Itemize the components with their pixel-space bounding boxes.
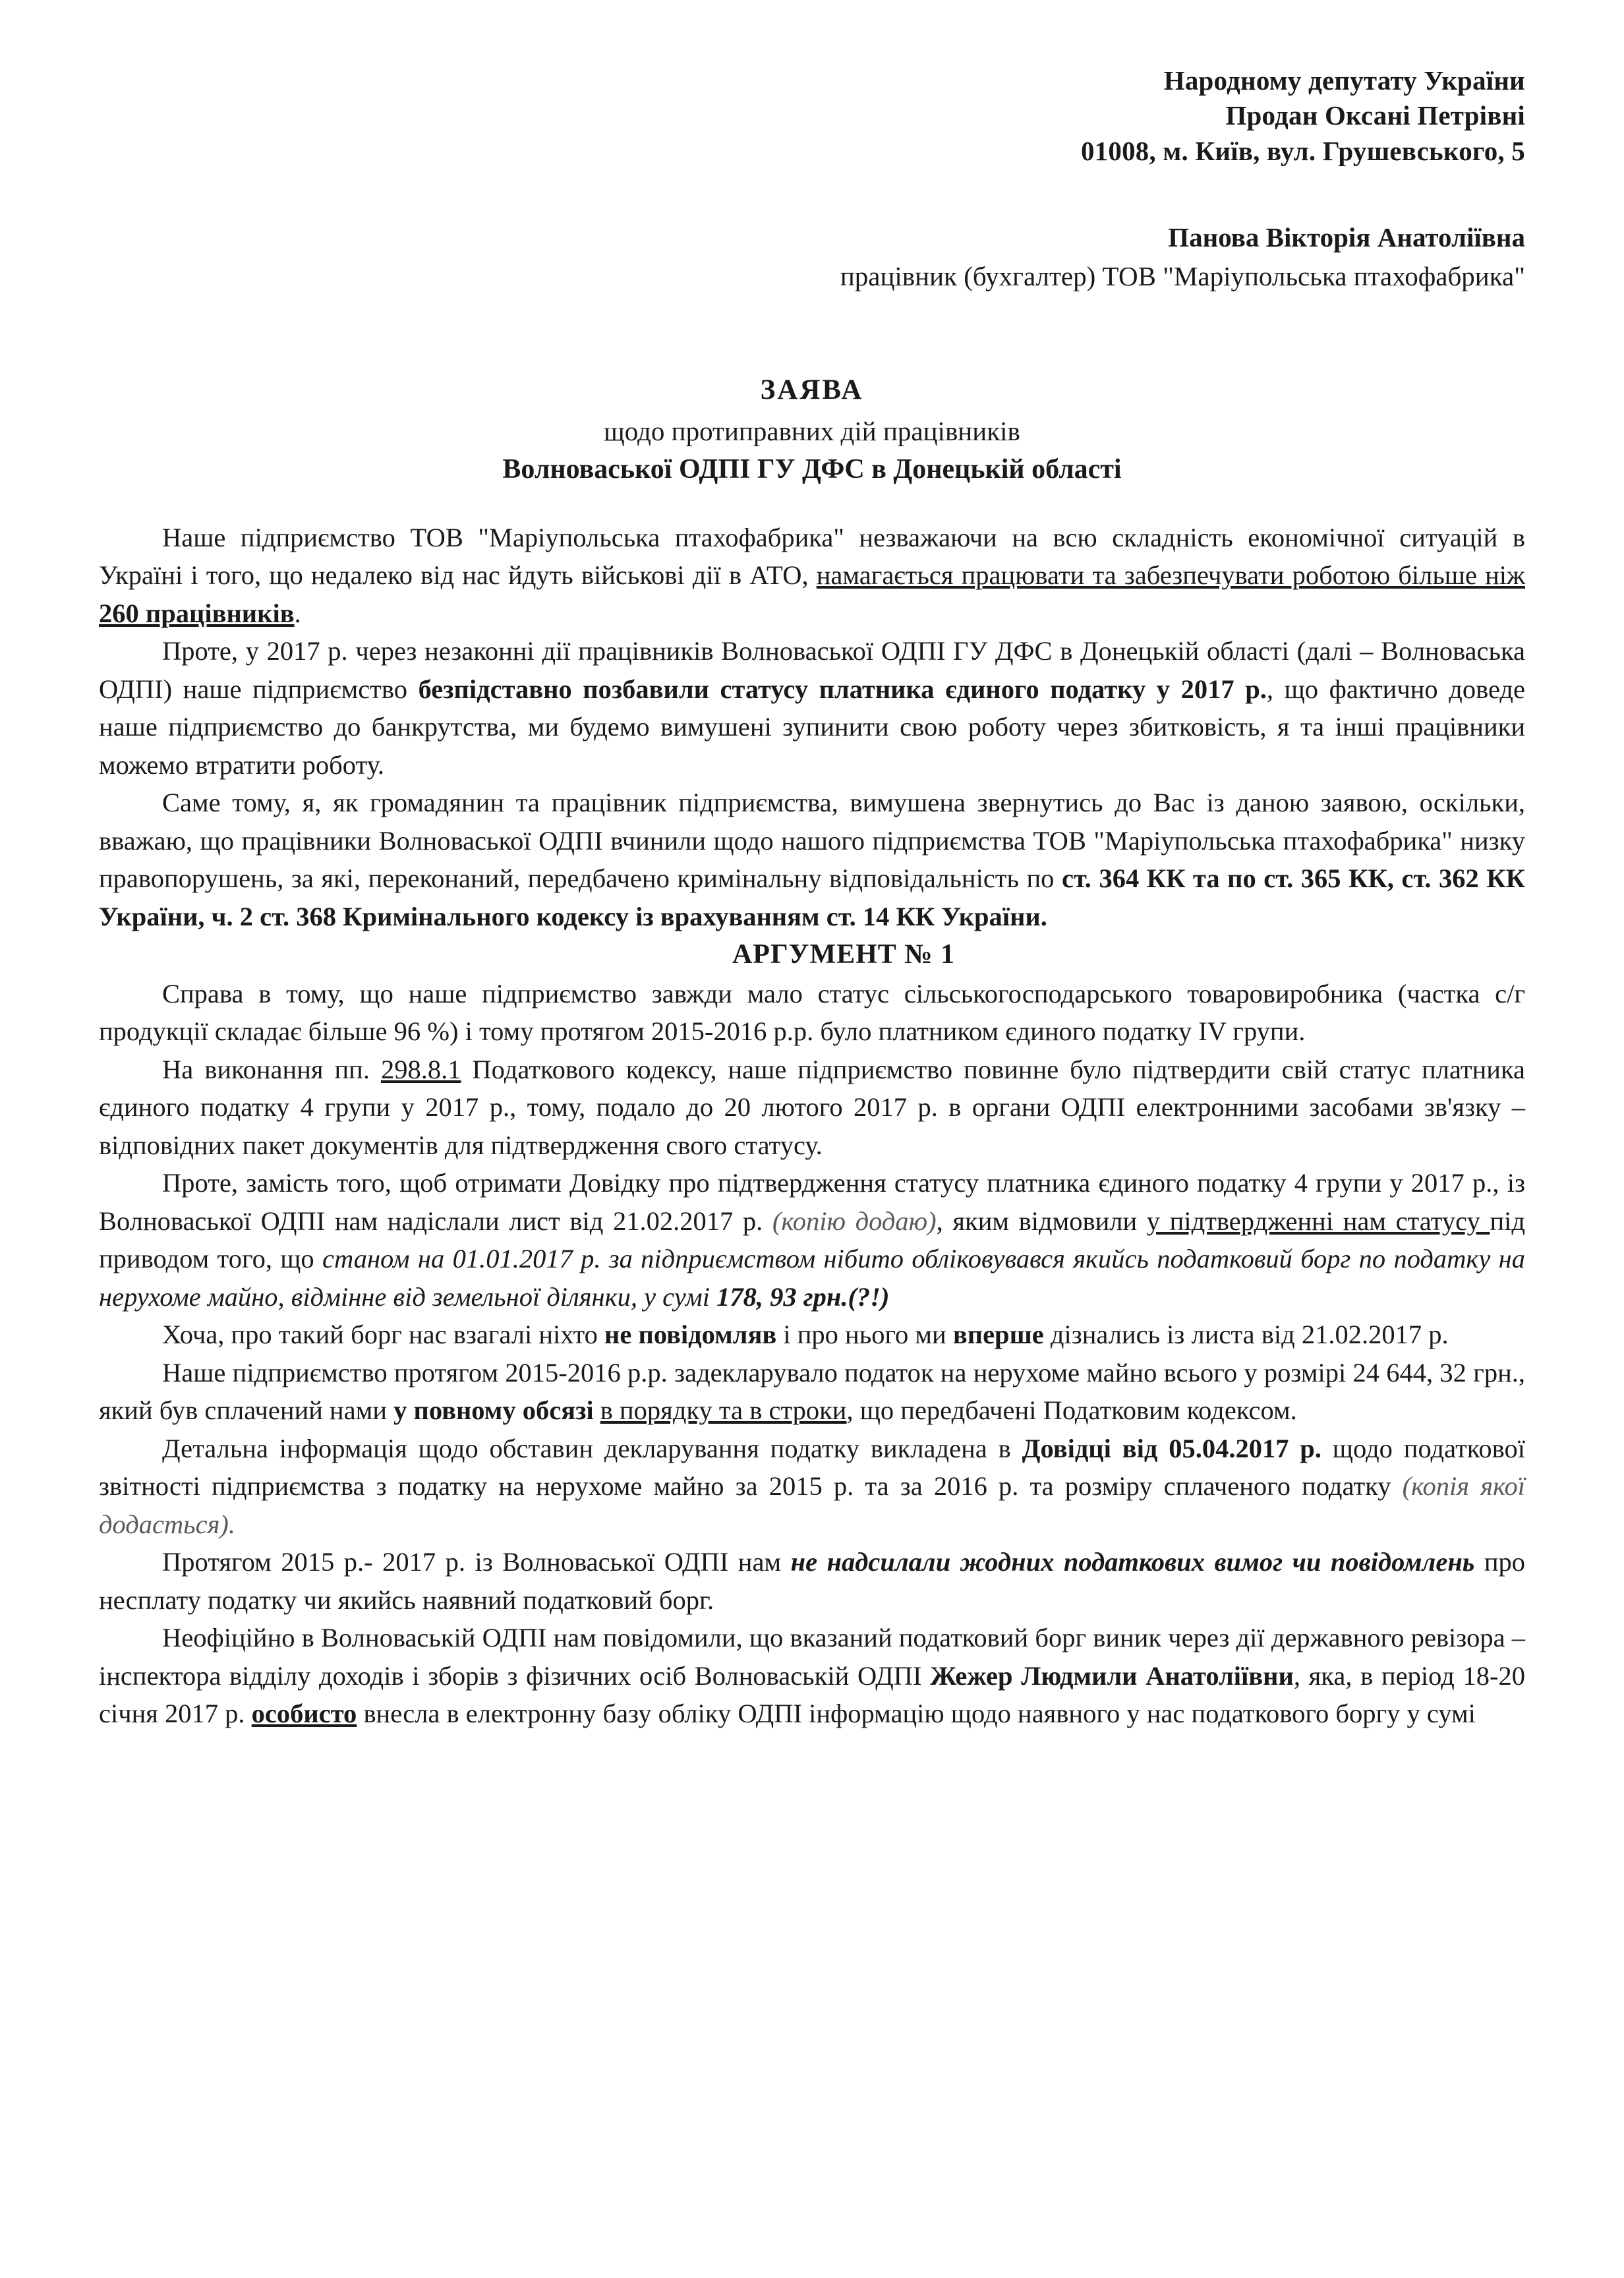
- p1-text-a: Наше підприємство ТОВ "Маріупольська птахофабрика" незважаючи на всю складність економічної ситуацій в Україні і того, що недалеко від нас йдуть військові дії в АТО,: [99, 522, 1525, 591]
- p5-text-a: На виконання пп.: [162, 1054, 381, 1084]
- paragraph-7: [99, 1316, 1525, 1354]
- p7-text-d: вперше: [952, 1320, 1044, 1350]
- p3-text-a: Саме тому, я, як громадянин та працівник підприємства, вимушена звернутись до Вас із даною заявою, оскільки, вважаю, що працівники Волноваської ОДПІ вчинили щодо нашого підприємства ТОВ "Маріупольська птахофабрика" низку правопорушень, за які, переконаний, передбачено кримінальну відповідальність по: [99, 788, 1525, 894]
- p6-text-d: у підтвердженні нам статусу: [1146, 1206, 1490, 1236]
- p1-text-d: .: [294, 598, 301, 628]
- p1-text-c: 260 працівників: [99, 598, 295, 628]
- p7-text-c: і про нього ми: [776, 1320, 953, 1350]
- p6-text-c: , яким відмовили: [936, 1206, 1147, 1236]
- addressee-line-2: Продан Оксані Петрівні: [1225, 100, 1525, 131]
- paragraph-2: [99, 632, 1525, 784]
- addressee-line-1: Народному депутату України: [1163, 65, 1525, 96]
- p11-text-c: , яка, в період 18-20 січня 2017 р.: [99, 1660, 1525, 1729]
- p1-text-b: намагається працювати та забезпечувати роботою більше ніж: [816, 560, 1526, 591]
- p9-text-a: Детальна інформація щодо обставин декларування податку викладена в: [162, 1433, 1022, 1463]
- p2-text-b: безпідставно позбавили статусу платника єдиного податку у 2017 р.: [418, 674, 1267, 704]
- paragraph-4: Справа в тому, що наше підприємство завжди мало статус сільськогосподарського товаровиробника (частка с/г продукції складає більше 96 %) і тому протягом 2015-2016 р.р. було платником єдиного податку IV групи.: [99, 978, 1525, 1047]
- p7-text-e: дізнались із листа від 21.02.2017 р.: [1043, 1320, 1449, 1350]
- p6-text-b: (копію додаю): [772, 1206, 937, 1236]
- p5-text-c: Податкового кодексу, наше підприємство повинне було підтвердити свій статус платника єдиного податку 4 групи у 2017 р., тому, подало до 20 лютого 2017 р. в органи ОДПІ електронними засобами зв'язку – відповідних пакет документів для підтвердження свого статусу.: [99, 1054, 1525, 1160]
- p5-text-b: 298.8.1: [380, 1054, 461, 1084]
- paragraph-5: [99, 1051, 1525, 1165]
- p8-text-c: [594, 1395, 600, 1425]
- addressee-line-3: 01008, м. Київ, вул. Грушевського, 5: [1080, 135, 1525, 166]
- title-subtitle-2: Волноваської ОДПІ ГУ ДФС в Донецькій області: [502, 454, 1122, 485]
- paragraph-3: [99, 784, 1525, 935]
- p6-text-f: станом на 01.01.2017 р. за підприємством нібито обліковувався якийсь податковий борг по податку на нерухоме майно, відмінне від земельної ділянки, у сумі: [99, 1244, 1525, 1312]
- p11-text-d: особисто: [251, 1699, 357, 1729]
- p10-text-c: про несплату податку чи якийсь наявний податковий борг.: [99, 1547, 1525, 1615]
- addressee-block: [99, 63, 1525, 169]
- sender-block: [99, 220, 1525, 295]
- p8-text-e: , що передбачені Податковим кодексом.: [846, 1395, 1297, 1426]
- paragraph-6: [99, 1164, 1525, 1316]
- title-subtitle-1: щодо протиправних дій працівників: [604, 416, 1020, 447]
- p8-text-b: у повному обсязі: [393, 1395, 594, 1426]
- p11-text-e: внесла в електронну базу обліку ОДПІ інформацію щодо наявного у нас податкового боргу у сумі: [357, 1699, 1476, 1729]
- p2-text-a: Проте, у 2017 р. через незаконні дії працівників Волноваської ОДПІ ГУ ДФС в Донецькій області (далі – Волноваська ОДПІ) наше підприємство: [99, 636, 1525, 704]
- p7-text-a: Хоча, про такий борг нас взагалі ніхто: [162, 1320, 605, 1350]
- document-body: [99, 519, 1525, 1733]
- sender-role: працівник (бухгалтер) ТОВ "Маріупольська птахофабрика": [840, 261, 1525, 292]
- argument-1-heading: АРГУМЕНТ № 1: [732, 939, 956, 970]
- document-title-block: [99, 372, 1525, 488]
- paragraph-8: [99, 1354, 1525, 1430]
- p3-text-b: ст. 364 КК та по ст. 365 КК, ст. 362 КК України, ч. 2 ст. 368 Кримінального кодексу із врахуванням ст. 14 КК України.: [99, 863, 1525, 931]
- p2-text-c: , що фактично доведе наше підприємство до банкрутства, ми будемо вимушені зупинити свою роботу через збитковість, я та інші працівники можемо втратити роботу.: [99, 674, 1526, 780]
- p11-text-b: Жежер Людмили Анатоліївни: [930, 1660, 1294, 1691]
- p11-text-a: Неофіційно в Волноваській ОДПІ нам повідомили, що вказаний податковий борг виник через дії державного ревізора – інспектора відділу доходів і зборів з фізичних осіб Волноваській ОДПІ: [99, 1623, 1525, 1691]
- p6-text-e: під приводом того, що: [99, 1206, 1525, 1274]
- paragraph-11: [99, 1619, 1525, 1733]
- p10-text-a: Протягом 2015 р.- 2017 р. із Волноваської ОДПІ нам: [162, 1547, 791, 1577]
- page-title: ЗАЯВА: [760, 374, 864, 406]
- p9-text-b: Довідці від 05.04.2017 р.: [1022, 1433, 1321, 1463]
- sender-name: Панова Вікторія Анатоліївна: [1168, 221, 1525, 252]
- paragraph-1: [99, 519, 1525, 633]
- p6-text-g: 178, 93 грн.(?!): [716, 1281, 890, 1312]
- p10-text-b: не надсилали жодних податкових вимог чи повідомлень: [790, 1547, 1475, 1577]
- p7-text-b: не повідомляв: [604, 1320, 777, 1350]
- p8-text-d: в порядку та в строки: [600, 1395, 847, 1426]
- p8-text-a: Наше підприємство протягом 2015-2016 р.р. задекларувало податок на нерухоме майно всього у розмірі 24 644, 32 грн., який був сплачений нами: [99, 1357, 1525, 1426]
- paragraph-10: [99, 1543, 1525, 1619]
- p6-text-a: Проте, замість того, щоб отримати Довідку про підтвердження статусу платника єдиного податку 4 групи у 2017 р., із Волноваської ОДПІ нам надіслали лист від 21.02.2017 р.: [99, 1168, 1525, 1236]
- paragraph-9: [99, 1430, 1525, 1544]
- p9-text-d: (копія якої додасться).: [99, 1471, 1525, 1539]
- p9-text-c: щодо податкової звітності підприємства з податку на нерухоме майно за 2015 р. та за 2016 р. та розміру сплаченого податку: [99, 1433, 1525, 1502]
